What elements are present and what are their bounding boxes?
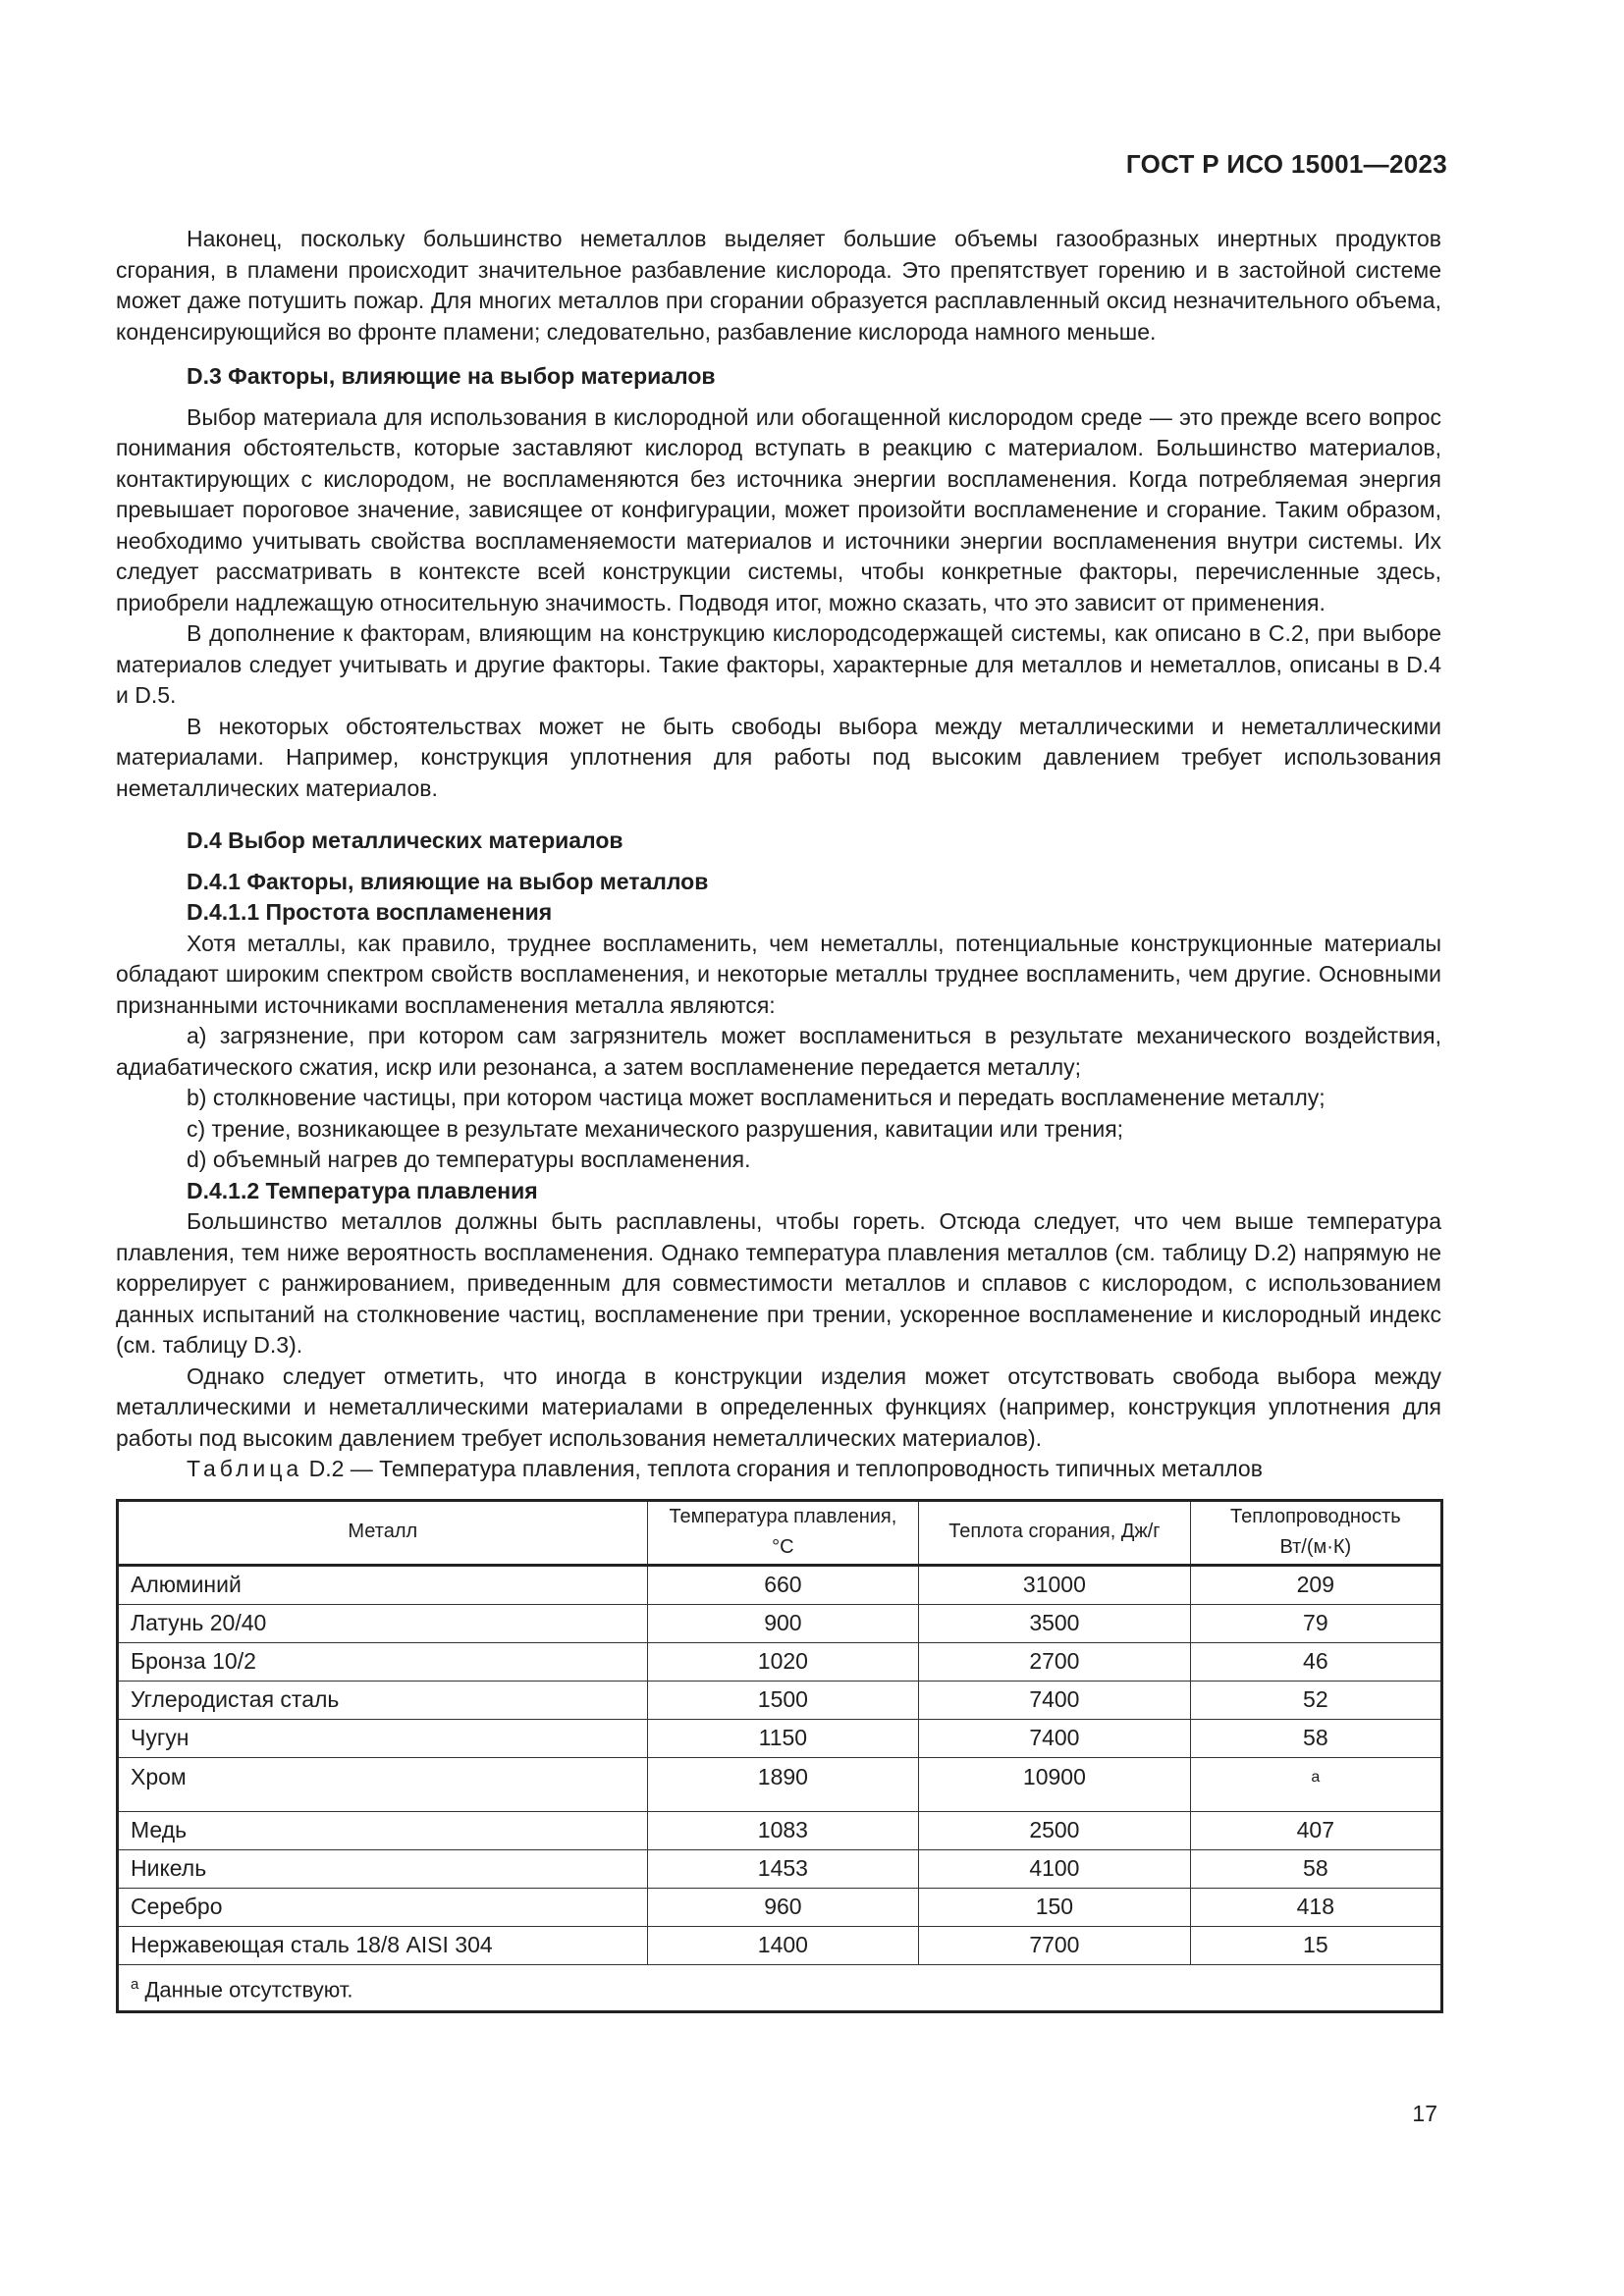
page-number: 17 bbox=[1412, 2101, 1437, 2126]
list-item: b) столкновение частицы, при котором частица может воспламениться и передать воспламенение металлу; bbox=[187, 1085, 1326, 1110]
table-row bbox=[118, 1604, 1442, 1642]
melting-point: 1500 bbox=[647, 1681, 919, 1719]
list-item: a) загрязнение, при котором сам загрязнитель может воспламениться в результате механического воздействия, адиабатического сжатия, искр или резонанса, а затем воспламенение передается металлу; bbox=[116, 1023, 1441, 1080]
table-row bbox=[118, 1719, 1442, 1757]
thermal-conductivity: 58 bbox=[1190, 1719, 1441, 1757]
paragraph: Хотя металлы, как правило, труднее воспламенить, чем неметаллы, потенциальные конструкционные материалы обладают широким спектром свойств воспламенения, и некоторые металлы труднее воспламенить, чем другие. Основными признанными источниками воспламенения металла являются: bbox=[116, 930, 1441, 1018]
table-row bbox=[118, 1849, 1442, 1888]
metals-table bbox=[116, 1499, 1443, 2013]
footnote-mark: a bbox=[131, 1976, 139, 1994]
table-row bbox=[118, 1926, 1442, 1964]
metal-name: Углеродистая сталь bbox=[118, 1681, 648, 1719]
table-row bbox=[118, 1757, 1442, 1811]
thermal-conductivity: 46 bbox=[1190, 1642, 1441, 1681]
melting-point: 1400 bbox=[647, 1926, 919, 1964]
table-row bbox=[118, 1888, 1442, 1926]
thermal-conductivity: 15 bbox=[1190, 1926, 1441, 1964]
metal-name: Нержавеющая сталь 18/8 AISI 304 bbox=[118, 1926, 648, 1964]
heat-of-combustion: 7700 bbox=[919, 1926, 1191, 1964]
heat-of-combustion: 7400 bbox=[919, 1719, 1191, 1757]
metal-name: Бронза 10/2 bbox=[118, 1642, 648, 1681]
metal-name: Чугун bbox=[118, 1719, 648, 1757]
heat-of-combustion: 150 bbox=[919, 1888, 1191, 1926]
section-heading-d412: D.4.1.2 Температура плавления bbox=[187, 1177, 538, 1203]
melting-point: 660 bbox=[647, 1565, 919, 1604]
thermal-conductivity: 407 bbox=[1190, 1811, 1441, 1849]
list-item: d) объемный нагрев до температуры воспламенения. bbox=[187, 1147, 751, 1172]
melting-point: 1453 bbox=[647, 1849, 919, 1888]
heat-of-combustion: 31000 bbox=[919, 1565, 1191, 1604]
list-item: c) трение, возникающее в результате механического разрушения, кавитации или трения; bbox=[187, 1115, 1124, 1142]
section-heading-d4: D.4 Выбор металлических материалов bbox=[187, 828, 623, 853]
metal-name: Серебро bbox=[118, 1888, 648, 1926]
heat-of-combustion: 7400 bbox=[919, 1681, 1191, 1719]
thermal-conductivity: 209 bbox=[1190, 1565, 1441, 1604]
thermal-conductivity: 418 bbox=[1190, 1888, 1441, 1926]
section-heading-d3: D.3 Факторы, влияющие на выбор материалов bbox=[187, 363, 716, 389]
paragraph: Наконец, поскольку большинство неметаллов выделяет большие объемы газообразных инертных продуктов сгорания, в пламени происходит значительное разбавление кислорода. Это препятствует горению и в застойной системе может даже потушить пожар. Для многих металлов при сгорании образуется расплавленный оксид незначительного объема, конденсирующийся во фронте пламени; следовательно, разбавление кислорода намного меньше. bbox=[116, 226, 1441, 345]
heat-of-combustion: 2700 bbox=[919, 1642, 1191, 1681]
heat-of-combustion: 10900 bbox=[919, 1757, 1191, 1811]
table-row bbox=[118, 1642, 1442, 1681]
heat-of-combustion: 4100 bbox=[919, 1849, 1191, 1888]
table-row bbox=[118, 1811, 1442, 1849]
paragraph: Большинство металлов должны быть расплавлены, чтобы гореть. Отсюда следует, что чем выше температура плавления, тем ниже вероятность воспламенения. Однако температура плавления металлов (см. таблицу D.2) напрямую не коррелирует с ранжированием, приведенным для совместимости металлов и сплавов с кислородом, с использованием данных испытаний на столкновение частиц, воспламенение при трении, ускоренное воспламенение и кислородный индекс (см. таблицу D.3). bbox=[116, 1208, 1441, 1358]
melting-point: 1150 bbox=[647, 1719, 919, 1757]
table-caption-label: Таблица bbox=[187, 1456, 303, 1481]
thermal-conductivity: 58 bbox=[1190, 1849, 1441, 1888]
footnote-text: Данные отсутствуют. bbox=[144, 1977, 353, 2002]
heat-of-combustion: 2500 bbox=[919, 1811, 1191, 1849]
metal-name: Медь bbox=[118, 1811, 648, 1849]
thermal-conductivity: 79 bbox=[1190, 1604, 1441, 1642]
table-footnote-row bbox=[118, 1964, 1442, 2011]
thermal-conductivity: 52 bbox=[1190, 1681, 1441, 1719]
melting-point: 1083 bbox=[647, 1811, 919, 1849]
section-heading-d411: D.4.1.1 Простота воспламенения bbox=[187, 899, 553, 925]
metal-name: Никель bbox=[118, 1849, 648, 1888]
column-header-melting-point: Температура плавления, °C bbox=[647, 1500, 919, 1565]
paragraph: В некоторых обстоятельствах может не быть свободы выбора между металлическими и неметаллическими материалами. Например, конструкция уплотнения для работы под высоким давлением требует использования неметаллических материалов. bbox=[116, 713, 1441, 801]
column-header-metal: Металл bbox=[118, 1500, 648, 1565]
melting-point: 900 bbox=[647, 1604, 919, 1642]
table-caption-text: D.2 — Температура плавления, теплота сгорания и теплопроводность типичных металлов bbox=[308, 1456, 1263, 1481]
paragraph: В дополнение к факторам, влияющим на конструкцию кислородсодержащей системы, как описано в С.2, при выборе материалов следует учитывать и другие факторы. Такие факторы, характерные для металлов и неметаллов, описаны в D.4 и D.5. bbox=[116, 620, 1441, 708]
paragraph: Выбор материала для использования в кислородной или обогащенной кислородом среде — это прежде всего вопрос понимания обстоятельств, которые заставляют кислород вступать в реакцию с материалом. Большинство материалов, контактирующих с кислородом, не воспламеняются без источника энергии воспламенения. Когда потребляемая энергия превышает пороговое значение, зависящее от конфигурации, может произойти воспламенение и сгорание. Таким образом, необходимо учитывать свойства воспламеняемости материалов и источники энергии воспламенения внутри системы. Их следует рассматривать в контексте всей конструкции системы, чтобы конкретные факторы, перечисленные здесь, приобрели надлежащую относительную значимость. Подводя итог, можно сказать, что это зависит от применения. bbox=[116, 403, 1441, 615]
heat-of-combustion: 3500 bbox=[919, 1604, 1191, 1642]
table-caption bbox=[116, 1454, 1441, 1485]
paragraph: Однако следует отметить, что иногда в конструкции изделия может отсутствовать свобода выбора между металлическими и неметаллическими материалами в определенных функциях (например, конструкция уплотнения для работы под высоким давлением требует использования неметаллических материалов). bbox=[116, 1362, 1441, 1451]
melting-point: 960 bbox=[647, 1888, 919, 1926]
table-row bbox=[118, 1565, 1442, 1604]
column-header-thermal-conductivity: Теплопроводность Вт/(м·К) bbox=[1190, 1500, 1441, 1565]
section-heading-d41: D.4.1 Факторы, влияющие на выбор металлов bbox=[187, 868, 709, 894]
metal-name: Алюминий bbox=[118, 1565, 648, 1604]
page-body bbox=[116, 224, 1441, 2013]
column-header-heat-of-combustion: Теплота сгорания, Дж/г bbox=[919, 1500, 1191, 1565]
metal-name: Латунь 20/40 bbox=[118, 1604, 648, 1642]
table-row bbox=[118, 1681, 1442, 1719]
metal-name: Хром bbox=[118, 1757, 648, 1811]
melting-point: 1020 bbox=[647, 1642, 919, 1681]
table-footnote bbox=[118, 1964, 1442, 2011]
melting-point: 1890 bbox=[647, 1757, 919, 1811]
document-id: ГОСТ Р ИСО 15001—2023 bbox=[1125, 149, 1447, 179]
thermal-conductivity: a bbox=[1190, 1757, 1441, 1811]
